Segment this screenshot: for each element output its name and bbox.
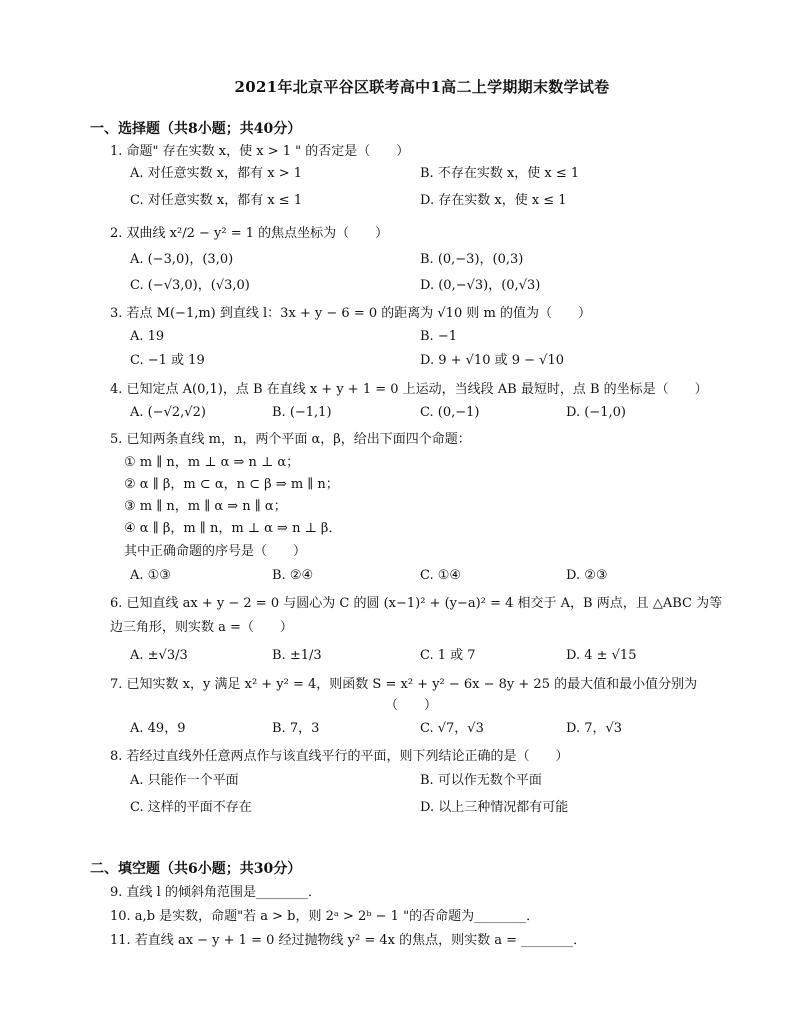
question-7-option-b: B. 7，3 bbox=[272, 721, 320, 736]
section-heading-choice: 一、选择题（共8小题；共40分） bbox=[90, 121, 302, 137]
question-3-option-b: B. −1 bbox=[420, 329, 457, 344]
question-7-option-a: A. 49，9 bbox=[130, 721, 186, 736]
question-4-option-d: D. (−1,0) bbox=[566, 405, 626, 420]
fill-question-11: 11. 若直线 ax − y + 1 = 0 经过抛物线 y² = 4x 的焦点，则实数 a = ________． bbox=[110, 933, 587, 948]
question-6-stem: 6. 已知直线 ax + y − 2 = 0 与圆心为 C 的圆 (x−1)² + (y−a)² = 4 相交于 A，B 两点，且 △ABC 为等 bbox=[110, 596, 723, 611]
question-5-option-c: C. ①④ bbox=[420, 568, 462, 583]
question-6-option-a: A. ±√3/3 bbox=[130, 648, 188, 663]
question-7-stem-continued: （ ） bbox=[385, 698, 438, 713]
question-5-prop-2: ② α ∥ β，m ⊂ α，n ⊂ β ⇒ m ∥ n； bbox=[124, 477, 339, 492]
fill-question-9: 9. 直线 l 的倾斜角范围是________． bbox=[110, 885, 321, 900]
question-2-option-d: D. (0,−√3)，(0,√3) bbox=[420, 278, 541, 293]
question-3-option-c: C. −1 或 19 bbox=[130, 353, 205, 368]
question-8-option-a: A. 只能作一个平面 bbox=[130, 773, 239, 788]
question-7-option-c: C. √7，√3 bbox=[420, 721, 484, 736]
question-5-prop-4: ④ α ∥ β，m ∥ n，m ⊥ α ⇒ n ⊥ β． bbox=[124, 521, 342, 536]
question-5-ask: 其中正确命题的序号是（ ） bbox=[124, 544, 307, 559]
question-5-option-a: A. ①③ bbox=[130, 568, 171, 583]
question-5-prop-3: ③ m ∥ n，m ∥ α ⇒ n ∥ α； bbox=[124, 499, 287, 514]
question-7-stem: 7. 已知实数 x，y 满足 x² + y² = 4，则函数 S = x² + y² − 6x − 8y + 25 的最大值和最小值分别为 bbox=[110, 677, 698, 692]
question-1-option-b: B. 不存在实数 x，使 x ≤ 1 bbox=[420, 166, 580, 181]
question-2-option-a: A. (−3,0)，(3,0) bbox=[130, 252, 234, 267]
page-title: 2021年北京平谷区联考高中1高二上学期期末数学试卷 bbox=[234, 78, 610, 96]
question-5-option-b: B. ②④ bbox=[272, 568, 314, 583]
question-3-option-a: A. 19 bbox=[130, 329, 165, 344]
question-4-option-c: C. (0,−1) bbox=[420, 405, 480, 420]
question-8-option-b: B. 可以作无数个平面 bbox=[420, 773, 542, 788]
question-2-stem: 2. 双曲线 x²/2 − y² = 1 的焦点坐标为（ ） bbox=[110, 226, 389, 241]
question-3-option-d: D. 9 + √10 或 9 − √10 bbox=[420, 353, 564, 368]
question-5-prop-1: ① m ∥ n，m ⊥ α ⇒ n ⊥ α； bbox=[124, 455, 300, 470]
question-6-option-d: D. 4 ± √15 bbox=[566, 648, 637, 663]
question-1-option-d: D. 存在实数 x，使 x ≤ 1 bbox=[420, 193, 567, 208]
question-5-option-d: D. ②③ bbox=[566, 568, 608, 583]
question-8-stem: 8. 若经过直线外任意两点作与该直线平行的平面，则下列结论正确的是（ ） bbox=[110, 749, 569, 764]
question-1-option-a: A. 对任意实数 x，都有 x > 1 bbox=[130, 166, 303, 181]
question-1-option-c: C. 对任意实数 x，都有 x ≤ 1 bbox=[130, 193, 303, 208]
question-1-stem: 1. 命题" 存在实数 x，使 x > 1 " 的否定是（ ） bbox=[110, 144, 410, 159]
question-2-option-c: C. (−√3,0)，(√3,0) bbox=[130, 278, 250, 293]
question-4-option-b: B. (−1,1) bbox=[272, 405, 332, 420]
question-2-option-b: B. (0,−3)，(0,3) bbox=[420, 252, 524, 267]
question-4-stem: 4. 已知定点 A(0,1)，点 B 在直线 x + y + 1 = 0 上运动，当线段 AB 最短时，点 B 的坐标是（ ） bbox=[110, 382, 708, 397]
question-6-option-c: C. 1 或 7 bbox=[420, 648, 476, 663]
question-5-stem: 5. 已知两条直线 m，n，两个平面 α，β，给出下面四个命题： bbox=[110, 432, 471, 447]
question-4-option-a: A. (−√2,√2) bbox=[130, 405, 206, 420]
section-heading-fill: 二、填空题（共6小题；共30分） bbox=[90, 861, 302, 877]
fill-question-10: 10. a,b 是实数，命题"若 a > b，则 2ᵃ > 2ᵇ − 1 "的否命题为________． bbox=[110, 909, 540, 924]
question-8-option-c: C. 这样的平面不存在 bbox=[130, 800, 252, 815]
question-6-stem-continued: 边三角形，则实数 a =（ ） bbox=[110, 620, 293, 635]
question-3-stem: 3. 若点 M(−1,m) 到直线 l：3x + y − 6 = 0 的距离为 √10 则 m 的值为（ ） bbox=[110, 306, 591, 321]
question-6-option-b: B. ±1/3 bbox=[272, 648, 322, 663]
question-7-option-d: D. 7，√3 bbox=[566, 721, 623, 736]
question-8-option-d: D. 以上三种情况都有可能 bbox=[420, 800, 569, 815]
